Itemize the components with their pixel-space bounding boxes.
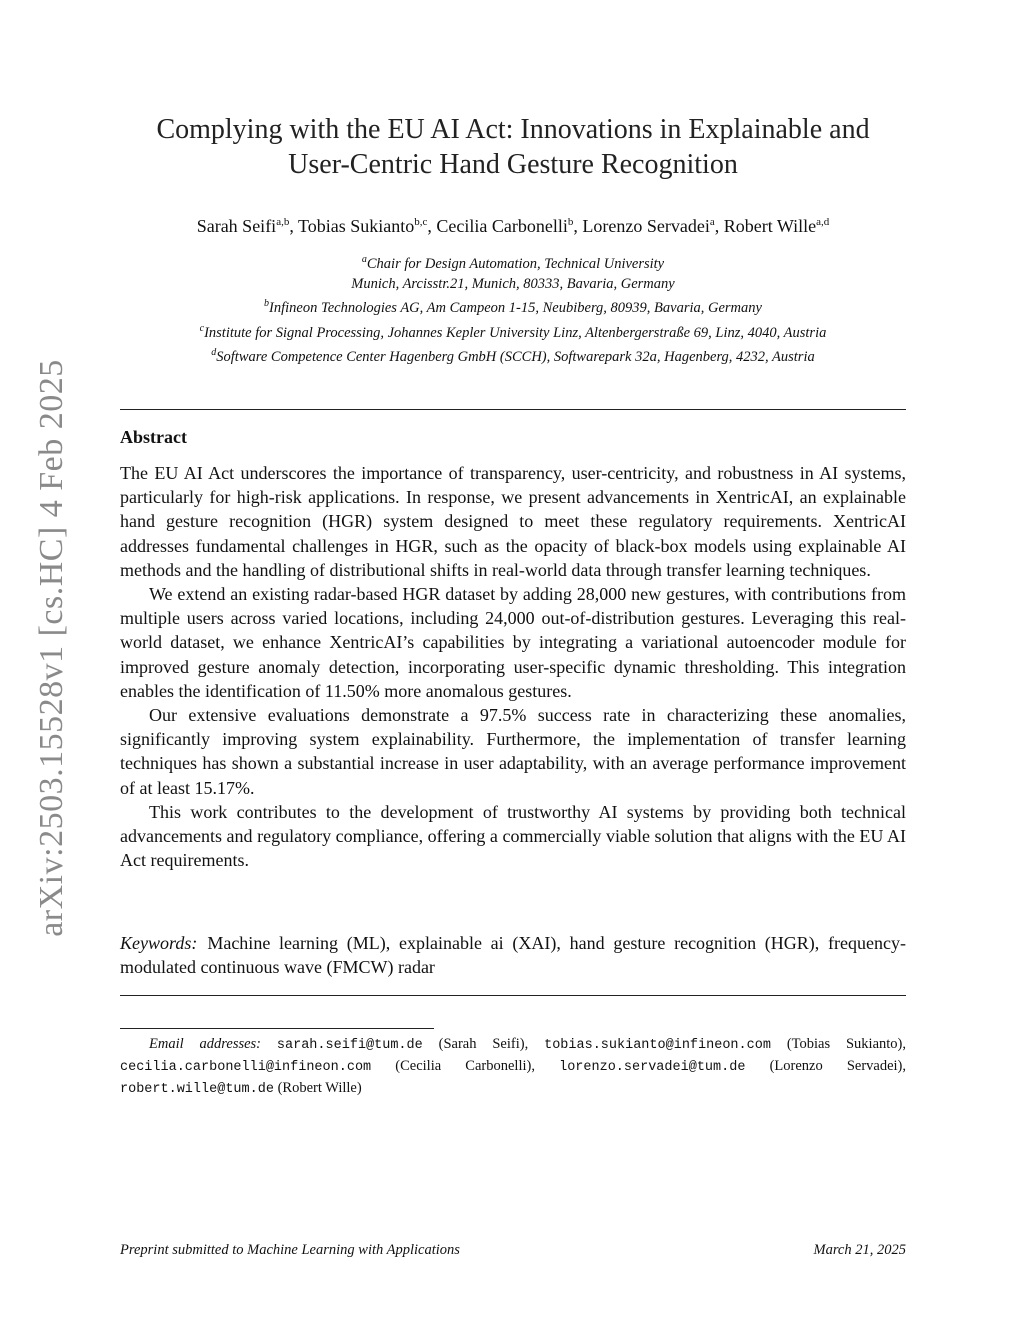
abstract-paragraph: This work contributes to the development of trustworthy AI systems by providing both technical advancements and regulatory compliance, offering a commercially viable solution that aligns with the EU AI Act requirements. xyxy=(120,801,906,871)
author-name: Robert Wille xyxy=(723,216,817,236)
author-name: Cecilia Carbonelli xyxy=(436,216,568,236)
email-address[interactable]: cecilia.carbonelli@infineon.com xyxy=(120,1060,372,1075)
email-owner: (Robert Wille) xyxy=(277,1080,362,1096)
affiliation-mark: c xyxy=(199,322,205,334)
affiliation-line xyxy=(100,294,926,318)
author-name: Tobias Sukianto xyxy=(298,216,415,236)
email-label: Email addresses: xyxy=(149,1036,262,1052)
email-address[interactable]: tobias.sukianto@infineon.com xyxy=(544,1038,771,1053)
affiliation-text: Munich, Arcisstr.21, Munich, 80333, Bavaria, Germany xyxy=(351,276,675,293)
email-address[interactable]: sarah.seifi@tum.de xyxy=(276,1038,423,1053)
top-divider xyxy=(120,409,906,410)
email-address[interactable]: robert.wille@tum.de xyxy=(120,1082,274,1097)
footer-date: March 21, 2025 xyxy=(813,1242,906,1258)
author-affil-mark: b,c xyxy=(414,216,428,228)
affiliation-text: Chair for Design Automation, Technical University xyxy=(366,255,665,272)
abstract-heading: Abstract xyxy=(120,427,187,447)
bottom-divider xyxy=(120,995,906,996)
affiliation-mark: a xyxy=(361,254,367,265)
footer-journal: Preprint submitted to Machine Learning with Applications xyxy=(120,1242,460,1258)
email-owner: (Tobias Sukianto) xyxy=(786,1036,903,1052)
abstract-paragraph: We extend an existing radar-based HGR dataset by adding 28,000 new gestures, with contributions from multiple users across varied locations, including 24,000 out-of-distribution gestures. Leveraging this real-world dataset, we enhance XentricAI’s capabilities by integrating a variational autoencoder module for improved gesture anomaly detection, incorporating user-specific dynamic thresholding. This integration enables the identification of 11.50% more anomalous gestures. xyxy=(120,584,906,701)
author xyxy=(197,216,290,236)
email-address[interactable]: lorenzo.servadei@tum.de xyxy=(559,1060,746,1075)
author-affil-mark: b xyxy=(567,216,574,228)
arxiv-side-stamp: arXiv:2503.15528v1 [cs.HC] 4 Feb 2025 xyxy=(33,359,70,937)
affiliation-list xyxy=(100,250,926,367)
email-owner: (Lorenzo Servadei) xyxy=(769,1058,903,1074)
author-affil-mark: a xyxy=(709,216,715,228)
author xyxy=(436,216,573,236)
email-owner: (Cecilia Carbonelli) xyxy=(395,1058,532,1074)
title-line-2: User-Centric Hand Gesture Recognition xyxy=(288,149,738,180)
author-separator: , xyxy=(427,216,437,236)
author xyxy=(582,216,714,236)
author-affil-mark: a,b xyxy=(276,216,290,228)
author-affil-mark: a,d xyxy=(816,216,830,228)
author xyxy=(298,216,427,236)
email-owner: (Sarah Seifi) xyxy=(438,1036,525,1052)
author-separator: , xyxy=(573,216,583,236)
author-separator: , xyxy=(714,216,724,236)
affiliation-line xyxy=(100,250,926,274)
keywords-text: Machine learning (ML), explainable ai (XAI), hand gesture recognition (HGR), frequency-modulated continuous wave (FMCW) radar xyxy=(120,933,906,978)
author-name: Sarah Seifi xyxy=(196,216,277,236)
affiliation-text: Institute for Signal Processing, Johannes Kepler University Linz, Altenbergerstraße 69, Linz, 4040, Austria xyxy=(204,324,827,341)
keywords-label: Keywords: xyxy=(120,933,198,953)
affiliation-line xyxy=(100,343,926,367)
author xyxy=(724,216,830,236)
affiliation-mark: b xyxy=(264,298,270,310)
footnote-rule xyxy=(120,1028,434,1029)
affiliation-text: Infineon Technologies AG, Am Campeon 1-15, Neubiberg, 80939, Bavaria, Germany xyxy=(269,300,762,317)
author-separator: , xyxy=(289,216,299,236)
author-list xyxy=(100,210,926,238)
abstract-paragraph: The EU AI Act underscores the importance of transparency, user-centricity, and robustness in AI systems, particularly for high-risk applications. In response, we present advancements in XentricAI, an explainable hand gesture recognition (HGR) system designed to meet these regulatory requirements. XentricAI addresses fundamental challenges in HGR, such as the opacity of black-box models using explainable AI methods and the handling of distributional shifts in real-world data through transfer learning techniques. xyxy=(120,463,906,580)
title-line-1: Complying with the EU AI Act: Innovations in Explainable and xyxy=(156,114,870,145)
author-name: Lorenzo Servadei xyxy=(582,216,710,236)
email-footnote: Email addresses: sarah.seifi@tum.de (Sarah Seifi), tobias.sukianto@infineon.com (Tobias Sukianto), cecilia.carbonelli@infineon.com (Cecilia Carbonelli), lorenzo.servadei@tum.de (Lorenzo Servadei), robert.wille@tum.de (Robert Wille) xyxy=(120,1036,907,1097)
affiliation-text: Software Competence Center Hagenberg GmbH (SCCH), Softwarepark 32a, Hagenberg, 4232, Austria xyxy=(216,348,815,365)
affiliation-line xyxy=(100,319,926,343)
affiliation-line xyxy=(100,274,926,294)
paper-title xyxy=(120,112,906,182)
affiliation-mark: d xyxy=(211,346,217,358)
abstract-paragraph: Our extensive evaluations demonstrate a 97.5% success rate in characterizing these anomalies, significantly improving system explainability. Furthermore, the implementation of transfer learning techniques has shown a substantial increase in user adaptability, with an average performance improvement of at least 15.17%. xyxy=(120,705,906,798)
keywords xyxy=(120,931,906,979)
page-footer xyxy=(120,1242,906,1259)
abstract-body xyxy=(120,461,906,872)
